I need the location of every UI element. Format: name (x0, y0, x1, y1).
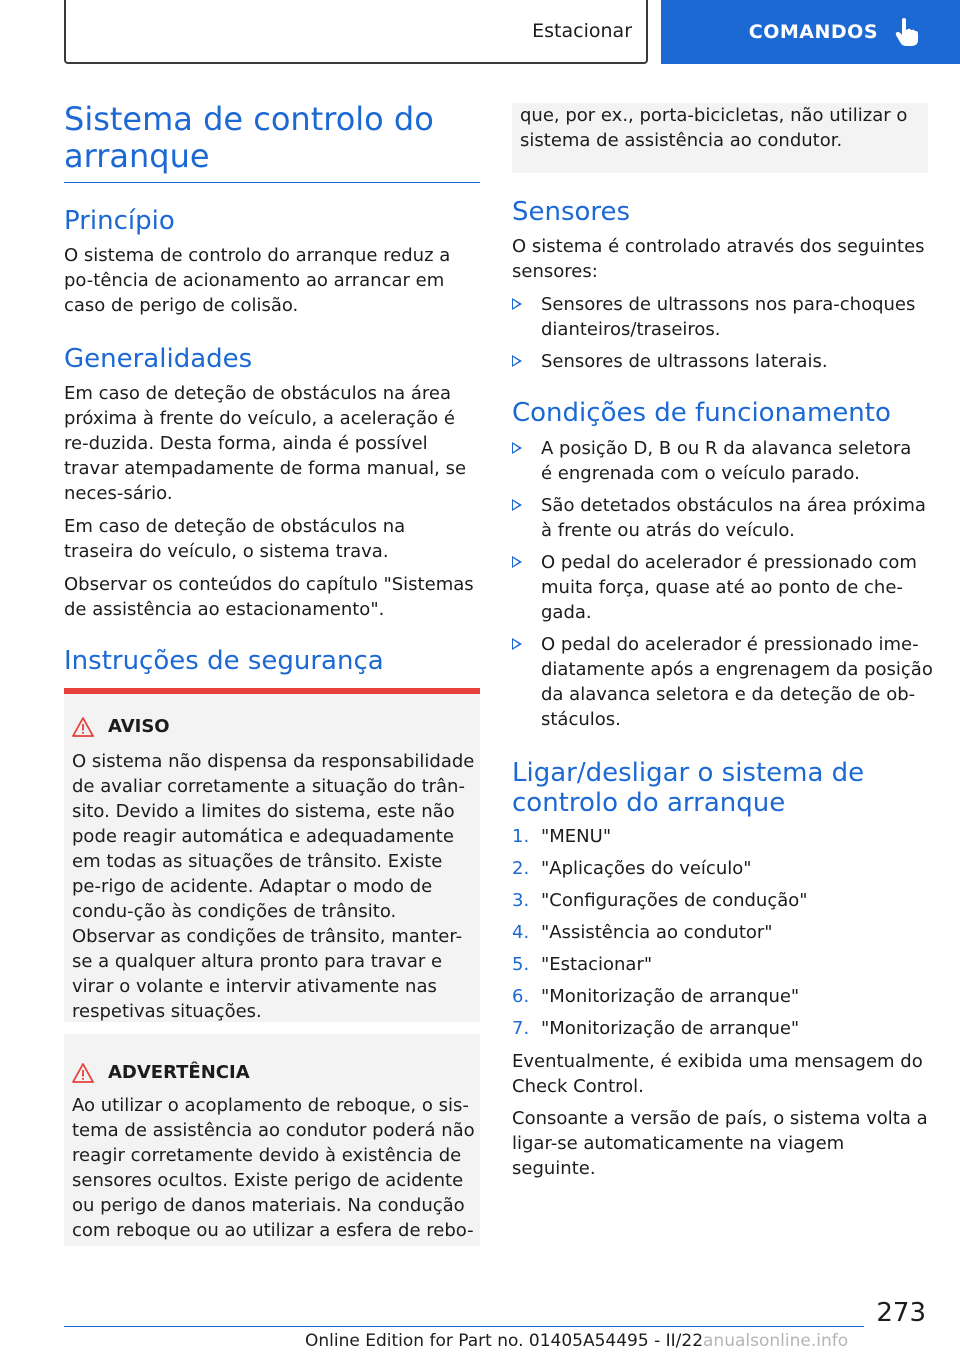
step-text: "Configurações de condução" (541, 890, 808, 911)
step-number: 6. (512, 986, 530, 1007)
footer-edition (305, 1331, 848, 1351)
step-number: 2. (512, 858, 530, 879)
ligar-paragraph-2: Consoante a versão de país, o sistema volta a ligar-se automaticamente na viagem seguinte. (512, 1108, 928, 1179)
generalidades-paragraph-1: Em caso de deteção de obstáculos na área próxima à frente do veículo, a aceleração é re-duzida. Desta forma, ainda é possível travar atempadamente de forma manual, se neces-sário. (64, 383, 467, 504)
sensores-intro: O sistema é controlado através dos seguintes sensores: (512, 236, 925, 282)
list-item-text: Sensores de ultrassons laterais. (541, 351, 828, 372)
warning-box-advertencia (64, 1034, 480, 1246)
triangle-bullet-icon (512, 355, 522, 367)
step-number: 7. (512, 1018, 530, 1039)
principio-text: O sistema de controlo do arranque reduz a po-tência de acionamento ao arrancar em caso de perigo de colisão. (64, 245, 451, 316)
advertencia-continuation-box (512, 103, 928, 173)
step-number: 1. (512, 826, 530, 847)
warning-box-aviso (64, 688, 480, 1022)
triangle-bullet-icon (512, 556, 522, 568)
heading-ligar-desligar: Ligar/desligar o sistema de controlo do arranque (512, 758, 865, 818)
triangle-bullet-icon (512, 298, 522, 310)
step-text: "Aplicações do veículo" (541, 858, 752, 879)
list-item-text: O pedal do acelerador é pressionado com muita força, quase até ao ponto de che-gada. (541, 552, 917, 623)
step-text: "Estacionar" (541, 954, 653, 975)
step-text: "MENU" (541, 826, 612, 847)
warning-triangle-icon (72, 1063, 94, 1083)
warning-title-label: AVISO (108, 716, 170, 737)
triangle-bullet-icon (512, 442, 522, 454)
page-number: 273 (876, 1298, 926, 1328)
heading-seguranca: Instruções de segurança (64, 646, 384, 676)
title-divider (64, 182, 480, 183)
triangle-bullet-icon (512, 499, 522, 511)
step-number: 4. (512, 922, 530, 943)
step-number: 5. (512, 954, 530, 975)
step-text: "Assistência ao condutor" (541, 922, 773, 943)
advertencia-title (72, 1062, 250, 1083)
generalidades-paragraph-3: Observar os conteúdos do capítulo "Sistemas de assistência ao estacionamento". (64, 574, 474, 620)
advertencia-title-label: ADVERTÊNCIA (108, 1062, 250, 1083)
warning-text: O sistema não dispensa da responsabilidade de avaliar corretamente a situação do trân-sito. Devido a limites do sistema, este não pode reagir automática e adequadamente em todas as situações de trânsito. Existe pe-rigo de acidente. Adaptar o modo de condu-ção às condições de trânsito. Observar as condições de trânsito, manter-se a qualquer altura pronto para travar e virar o volante e intervir ativamente nas respetivas situações. (72, 751, 475, 1022)
warning-title (72, 716, 170, 737)
header-chapter-tab (661, 0, 960, 64)
footer-watermark: anualsonline.info (703, 1331, 849, 1351)
heading-condicoes: Condições de funcionamento (512, 398, 891, 428)
list-item-text: Sensores de ultrassons nos para-choques dianteiros/traseiros. (541, 294, 916, 340)
step-number: 3. (512, 890, 530, 911)
list-item-text: O pedal do acelerador é pressionado ime-diatamente após a engrenagem da posição da alavanca seletora e da deteção de ob-stáculos. (541, 634, 933, 730)
list-item-text: A posição D, B ou R da alavanca seletora é engrenada com o veículo parado. (541, 438, 912, 484)
header-section-label: Estacionar (532, 20, 632, 42)
triangle-bullet-icon (512, 638, 522, 650)
pointing-hand-icon (894, 17, 920, 47)
warning-triangle-icon (72, 717, 94, 737)
step-text: "Monitorização de arranque" (541, 1018, 800, 1039)
footer-divider (64, 1326, 864, 1327)
page-title: Sistema de controlo do arranque (64, 100, 434, 175)
header-section-tab (64, 0, 648, 64)
heading-sensores: Sensores (512, 197, 631, 227)
heading-principio: Princípio (64, 206, 175, 236)
advertencia-text: Ao utilizar o acoplamento de reboque, o sis-tema de assistência ao condutor poderá não reagir corretamente devido à existência de sensores ocultos. Existe perigo de acidente ou perigo de danos materiais. Na condução com reboque ou ao utilizar a esfera de rebo- (72, 1095, 475, 1241)
generalidades-paragraph-2: Em caso de deteção de obstáculos na traseira do veículo, o sistema trava. (64, 516, 406, 562)
footer-edition-text: Online Edition for Part no. 01405A54495 - II/22 (305, 1331, 704, 1351)
step-text: "Monitorização de arranque" (541, 986, 800, 1007)
ligar-paragraph-1: Eventualmente, é exibida uma mensagem do Check Control. (512, 1051, 923, 1097)
warning-bar (64, 688, 480, 694)
heading-generalidades: Generalidades (64, 344, 253, 374)
list-item-text: São detetados obstáculos na área próxima à frente ou atrás do veículo. (541, 495, 926, 541)
header-chapter-label: COMANDOS (748, 21, 878, 43)
advertencia-continued-text: que, por ex., porta-bicicletas, não utilizar o sistema de assistência ao condutor. (520, 105, 908, 151)
